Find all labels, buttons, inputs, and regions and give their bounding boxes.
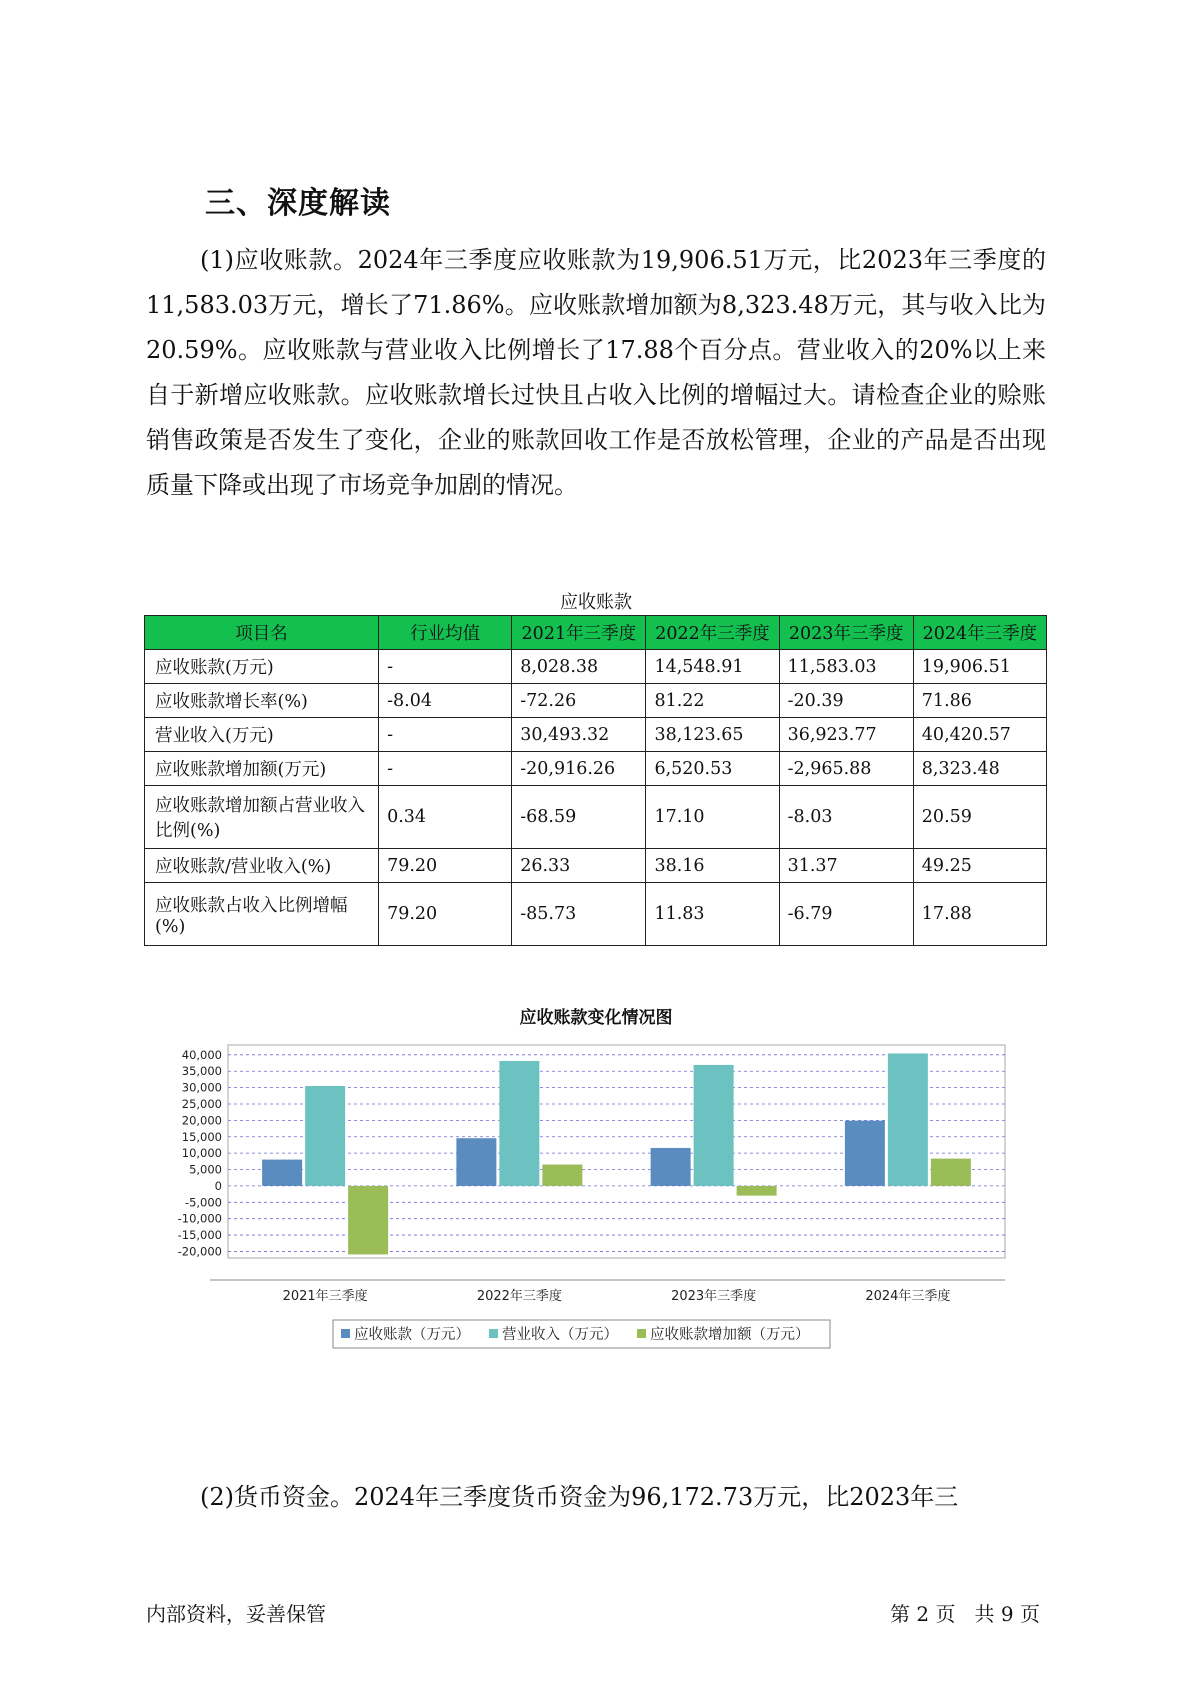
legend-label: 应收账款（万元） xyxy=(354,1327,470,1343)
table-cell: -72.26 xyxy=(512,684,646,718)
table-cell: -2,965.88 xyxy=(779,752,913,786)
table-row xyxy=(145,684,1047,718)
table-cell: 14,548.91 xyxy=(646,650,779,684)
y-tick-label: 10,000 xyxy=(181,1146,222,1161)
header-cell: 2023年三季度 xyxy=(779,616,913,650)
table-row xyxy=(145,752,1047,786)
row-label: 应收账款/营业收入(%) xyxy=(145,849,379,883)
table-cell: 17.88 xyxy=(913,883,1046,946)
bar xyxy=(348,1186,388,1255)
bar xyxy=(651,1148,691,1186)
footer-page-number: 第 2 页 共 9 页 xyxy=(890,1602,1040,1626)
paragraph-receivables: (1)应收账款。2024年三季度应收账款为19,906.51万元，比2023年三季度的11,583.03万元，增长了71.86%。应收账款增加额为8,323.48万元，其与收入比为20.59%。应收账款与营业收入比例增长了17.88个百分点。营业收入的20%以上来自于新增应收账款。应收账款增长过快且占收入比例的增幅过大。请检查企业的赊账销售政策是否发生了变化，企业的账款回收工作是否放松管理，企业的产品是否出现质量下降或出现了市场竞争加剧的情况。 xyxy=(146,246,1046,499)
table-cell: 11.83 xyxy=(646,883,779,946)
y-tick-label: 15,000 xyxy=(181,1129,222,1144)
bar xyxy=(262,1160,302,1186)
table-cell: -68.59 xyxy=(512,786,646,849)
table-cell: 30,493.32 xyxy=(512,718,646,752)
chart-title: 应收账款变化情况图 xyxy=(519,1008,673,1028)
legend-swatch xyxy=(489,1329,498,1338)
legend-swatch xyxy=(637,1329,646,1338)
table-cell: -6.79 xyxy=(779,883,913,946)
table-cell: 49.25 xyxy=(913,849,1046,883)
table-cell: -85.73 xyxy=(512,883,646,946)
y-tick-label: 30,000 xyxy=(181,1080,222,1095)
row-label: 应收账款增长率(%) xyxy=(145,684,379,718)
table-cell: 38.16 xyxy=(646,849,779,883)
y-tick-label: 35,000 xyxy=(181,1064,222,1079)
header-cell: 项目名 xyxy=(145,616,379,650)
y-tick-label: 40,000 xyxy=(181,1047,222,1062)
table-cell: 38,123.65 xyxy=(646,718,779,752)
table-cell: - xyxy=(379,650,512,684)
y-tick-label: 20,000 xyxy=(181,1113,222,1128)
bar xyxy=(888,1053,928,1185)
bar xyxy=(931,1159,971,1186)
table-row xyxy=(145,650,1047,684)
y-tick-label: -5,000 xyxy=(184,1195,222,1210)
table-cell: 20.59 xyxy=(913,786,1046,849)
table-cell: - xyxy=(379,718,512,752)
footer-confidential: 内部资料，妥善保管 xyxy=(146,1602,326,1626)
bar xyxy=(305,1086,345,1186)
section-title: 三、深度解读 xyxy=(205,186,391,221)
table-cell: -8.04 xyxy=(379,684,512,718)
table-cell: 71.86 xyxy=(913,684,1046,718)
x-tick-label: 2022年三季度 xyxy=(476,1289,562,1304)
row-label: 应收账款增加额占营业收入比例(%) xyxy=(145,786,379,849)
table-cell: 8,323.48 xyxy=(913,752,1046,786)
row-label: 营业收入(万元) xyxy=(145,718,379,752)
legend-label: 应收账款增加额（万元） xyxy=(650,1327,810,1343)
bar xyxy=(499,1061,539,1186)
table-cell: 6,520.53 xyxy=(646,752,779,786)
table-cell: 79.20 xyxy=(379,883,512,946)
y-tick-label: 0 xyxy=(214,1178,222,1193)
header-cell: 2022年三季度 xyxy=(646,616,779,650)
table-cell: 79.20 xyxy=(379,849,512,883)
table-cell: -8.03 xyxy=(779,786,913,849)
x-tick-label: 2021年三季度 xyxy=(282,1289,368,1304)
y-tick-label: 25,000 xyxy=(181,1096,222,1111)
y-tick-label: -10,000 xyxy=(177,1211,222,1226)
bar xyxy=(737,1186,777,1196)
row-label: 应收账款(万元) xyxy=(145,650,379,684)
paragraph-cash: (2)货币资金。2024年三季度货币资金为96,172.73万元，比2023年三 xyxy=(200,1483,959,1511)
table-row xyxy=(145,718,1047,752)
table-cell: -20,916.26 xyxy=(512,752,646,786)
x-tick-label: 2023年三季度 xyxy=(671,1289,757,1304)
table-cell: 81.22 xyxy=(646,684,779,718)
bar xyxy=(456,1138,496,1186)
bar xyxy=(694,1065,734,1186)
table-cell: 40,420.57 xyxy=(913,718,1046,752)
header-cell: 2024年三季度 xyxy=(913,616,1046,650)
table-cell: 19,906.51 xyxy=(913,650,1046,684)
x-tick-label: 2024年三季度 xyxy=(865,1289,951,1304)
table-cell: -20.39 xyxy=(779,684,913,718)
legend-label: 营业收入（万元） xyxy=(502,1327,618,1343)
table-header-row xyxy=(145,616,1047,650)
table-cell: 17.10 xyxy=(646,786,779,849)
header-cell: 行业均值 xyxy=(379,616,512,650)
table-cell: 0.34 xyxy=(379,786,512,849)
bar xyxy=(542,1165,582,1186)
row-label: 应收账款占收入比例增幅(%) xyxy=(145,883,379,946)
table-cell: - xyxy=(379,752,512,786)
table-cell: 26.33 xyxy=(512,849,646,883)
bar xyxy=(845,1121,885,1186)
receivables-bar-chart xyxy=(150,1030,1030,1440)
table-cell: 36,923.77 xyxy=(779,718,913,752)
table-row xyxy=(145,786,1047,849)
table-row xyxy=(145,849,1047,883)
y-tick-label: -15,000 xyxy=(177,1228,222,1243)
table-cell: 8,028.38 xyxy=(512,650,646,684)
y-tick-label: 5,000 xyxy=(189,1162,222,1177)
row-label: 应收账款增加额(万元) xyxy=(145,752,379,786)
receivables-table xyxy=(144,615,1047,946)
y-tick-label: -20,000 xyxy=(177,1244,222,1259)
table-cell: 31.37 xyxy=(779,849,913,883)
table-caption: 应收账款 xyxy=(560,592,632,613)
table-row xyxy=(145,883,1047,946)
legend-swatch xyxy=(341,1329,350,1338)
table-cell: 11,583.03 xyxy=(779,650,913,684)
header-cell: 2021年三季度 xyxy=(512,616,646,650)
